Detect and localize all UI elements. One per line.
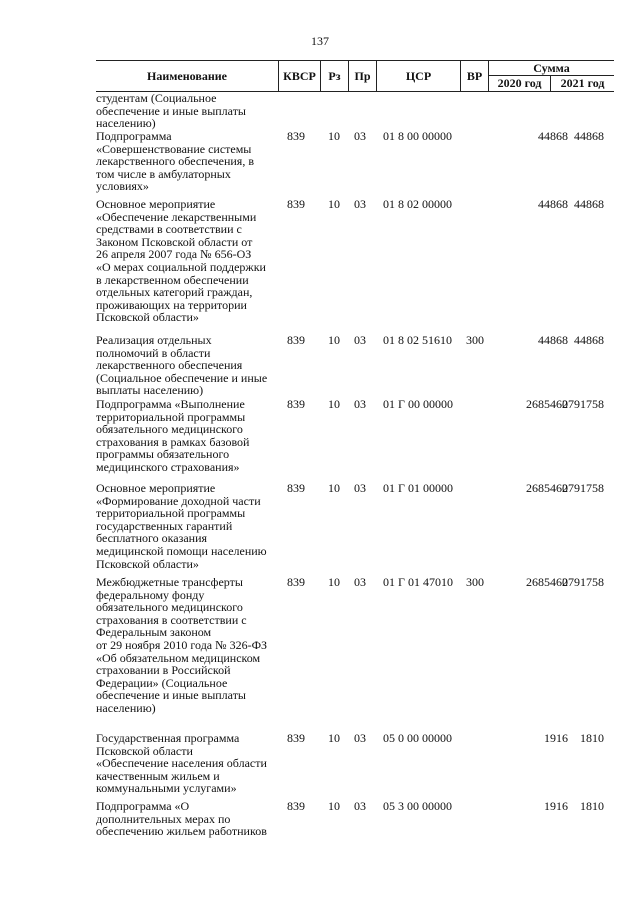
row-pr: 03 <box>354 481 366 495</box>
row-pr: 03 <box>354 397 366 411</box>
row-sum-2021: 2791758 <box>562 575 604 589</box>
row-rz: 10 <box>328 799 340 813</box>
row-pr: 03 <box>354 575 366 589</box>
header-sum: Сумма <box>488 61 614 76</box>
row-kvsr: 839 <box>287 397 305 411</box>
row-sum-2021: 2791758 <box>562 481 604 495</box>
row-kvsr: 839 <box>287 799 305 813</box>
row-sum-2021: 44868 <box>574 197 604 211</box>
row-sum-2021: 44868 <box>574 129 604 143</box>
header-csr: ЦСР <box>376 61 460 91</box>
row-kvsr: 839 <box>287 197 305 211</box>
header-vr: ВР <box>460 61 488 91</box>
row-name: Реализация отдельных полномочий в области лекарственного обеспечения (Социальное обеспечение и иные выплаты населению) <box>96 333 268 398</box>
row-sum-2020: 44868 <box>538 197 568 211</box>
header-year-2020: 2020 год <box>488 76 550 91</box>
row-rz: 10 <box>328 397 340 411</box>
header-name: Наименование <box>147 68 227 83</box>
row-pr: 03 <box>354 731 366 745</box>
page-number: 137 <box>311 34 329 48</box>
row-name: Основное мероприятие «Формирование доходной части территориальной программы государственных гарантий бесплатного оказания медицинской помощи населению Псковской области» <box>96 481 267 571</box>
row-sum-2021: 2791758 <box>562 397 604 411</box>
header-rz: Рз <box>320 61 348 91</box>
row-name: Подпрограмма «О дополнительных мерах по обеспечению жильем работников <box>96 799 267 839</box>
header-year-2021: 2021 год <box>550 76 614 91</box>
row-csr: 01 8 00 00000 <box>383 129 452 143</box>
row-pr: 03 <box>354 129 366 143</box>
row-rz: 10 <box>328 333 340 347</box>
row-pr: 03 <box>354 333 366 347</box>
row-sum-2020: 1916 <box>544 731 568 745</box>
row-sum-2020: 2685460 <box>526 481 568 495</box>
row-rz: 10 <box>328 481 340 495</box>
row-sum-2020: 1916 <box>544 799 568 813</box>
row-sum-2020: 2685460 <box>526 397 568 411</box>
row-name: студентам (Социальное обеспечение и иные выплаты населению) <box>96 91 246 131</box>
row-csr: 01 Г 00 00000 <box>383 397 453 411</box>
row-pr: 03 <box>354 197 366 211</box>
row-csr: 05 0 00 00000 <box>383 731 452 745</box>
row-pr: 03 <box>354 799 366 813</box>
row-rz: 10 <box>328 129 340 143</box>
row-name: Межбюджетные трансферты федеральному фонду обязательного медицинского страхования в соответствии с Федеральным законом от 29 ноября 2010 года № 326-ФЗ «Об обязательном медицинском страховании в Российской Федерации» (Социальное обеспечение и иные выплаты населению) <box>96 575 268 715</box>
header-kvsr: КВСР <box>278 61 320 91</box>
header-pr: Пр <box>348 61 376 91</box>
row-name: Основное мероприятие «Обеспечение лекарственными средствами в соответствии с Законом Псковской области от 26 апреля 2007 года № 656-ОЗ «О мерах социальной поддержки в лекарственном обеспечении отдельных категорий граждан, проживающих на территории Псковской области» <box>96 197 266 325</box>
row-vr: 300 <box>466 333 484 347</box>
row-sum-2020: 44868 <box>538 129 568 143</box>
row-sum-2021: 1810 <box>580 731 604 745</box>
row-kvsr: 839 <box>287 333 305 347</box>
row-csr: 05 3 00 00000 <box>383 799 452 813</box>
row-csr: 01 Г 01 47010 <box>383 575 453 589</box>
row-sum-2021: 1810 <box>580 799 604 813</box>
row-name: Государственная программа Псковской области «Обеспечение населения области качественным жильем и коммунальными услугами» <box>96 731 267 796</box>
row-name: Подпрограмма «Совершенствование системы лекарственного обеспечения, в том числе в амбулаторных условиях» <box>96 129 254 194</box>
row-sum-2020: 2685460 <box>526 575 568 589</box>
row-vr: 300 <box>466 575 484 589</box>
row-rz: 10 <box>328 731 340 745</box>
row-kvsr: 839 <box>287 481 305 495</box>
row-csr: 01 8 02 51610 <box>383 333 452 347</box>
row-rz: 10 <box>328 575 340 589</box>
row-csr: 01 8 02 00000 <box>383 197 452 211</box>
row-name: Подпрограмма «Выполнение территориальной программы обязательного медицинского страхования в рамках базовой программы обязательного медицинского страхования» <box>96 397 250 474</box>
row-csr: 01 Г 01 00000 <box>383 481 453 495</box>
row-kvsr: 839 <box>287 129 305 143</box>
row-sum-2021: 44868 <box>574 333 604 347</box>
row-rz: 10 <box>328 197 340 211</box>
table-header <box>96 60 614 92</box>
row-kvsr: 839 <box>287 731 305 745</box>
row-kvsr: 839 <box>287 575 305 589</box>
row-sum-2020: 44868 <box>538 333 568 347</box>
